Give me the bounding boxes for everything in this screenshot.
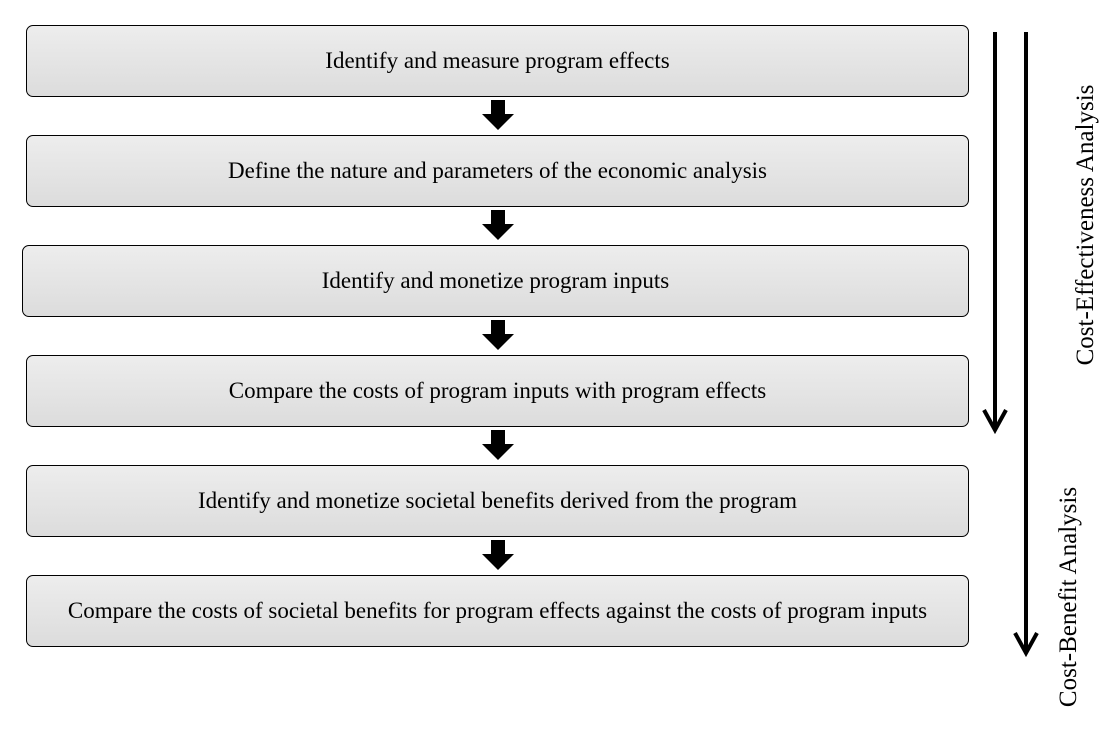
step-label: Compare the costs of program inputs with program effects: [228, 378, 767, 403]
step-box-monetize-benefits: [26, 465, 969, 537]
down-arrow-icon: [482, 210, 514, 240]
step-label: Identify and measure program effects: [325, 48, 670, 73]
step-box-compare-benefits-inputs: [26, 575, 969, 647]
step-label: Define the nature and parameters of the economic analysis: [228, 158, 767, 183]
step-label: Identify and monetize societal benefits derived from the program: [197, 488, 798, 513]
step-label: Identify and monetize program inputs: [321, 268, 670, 293]
cost-effectiveness-analysis-label: Cost-Effectiveness Analysis: [1072, 84, 1099, 366]
down-arrow-icon: [482, 430, 514, 460]
down-arrow-icon: [482, 540, 514, 570]
cost-benefit-analysis-label: Cost-Benefit Analysis: [1055, 486, 1082, 708]
step-box-identify-measure-effects: [26, 25, 969, 97]
step-label: Compare the costs of societal benefits for program effects against the costs of program inputs: [67, 598, 928, 623]
cost-effectiveness-scope-arrow-icon: [982, 32, 1008, 434]
down-arrow-icon: [482, 320, 514, 350]
cost-benefit-scope-arrow-icon: [1013, 32, 1039, 657]
down-arrow-icon: [482, 100, 514, 130]
step-box-define-analysis: [26, 135, 969, 207]
step-box-compare-inputs-effects: [26, 355, 969, 427]
step-box-monetize-inputs: [22, 245, 969, 317]
